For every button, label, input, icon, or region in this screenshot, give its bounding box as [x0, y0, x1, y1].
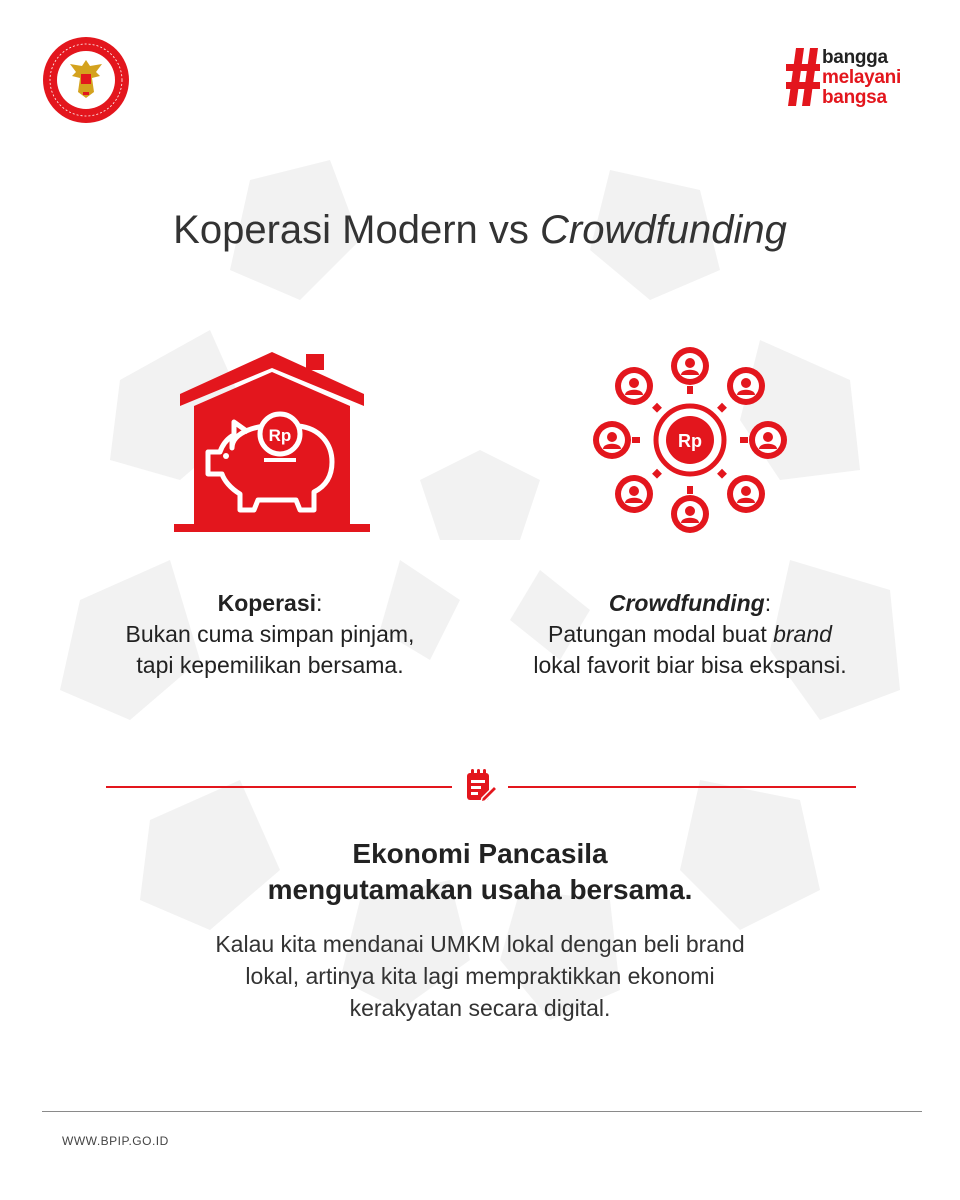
crowdfunding-colon: :: [764, 590, 772, 616]
headline: [0, 836, 960, 908]
koperasi-section: [80, 588, 460, 681]
crowdfunding-network-icon: [590, 346, 790, 536]
koperasi-line-2: tapi kepemilikan bersama.: [136, 652, 404, 678]
tagline-line-2: melayani: [822, 67, 901, 88]
footer-website-link[interactable]: WWW.BPIP.GO.ID: [62, 1134, 169, 1148]
koperasi-colon: :: [316, 590, 323, 616]
body-line-2: lokal, artinya kita lagi mempraktikkan ekonomi: [245, 963, 715, 989]
koperasi-line-1: Bukan cuma simpan pinjam,: [125, 621, 415, 647]
footer-divider: [42, 1111, 922, 1112]
divider-right: [508, 786, 856, 788]
crowdfunding-line-2: lokal favorit biar bisa ekspansi.: [533, 652, 847, 678]
tagline-line-3: bangsa: [822, 87, 887, 108]
notepad-edit-icon: [462, 768, 498, 804]
tagline-line-1: bangga: [822, 47, 888, 68]
headline-line-2: mengutamakan usaha bersama.: [267, 874, 693, 905]
crowdfunding-section: [500, 588, 880, 681]
koperasi-label: Koperasi: [217, 590, 317, 616]
house-piggy-bank-icon: [172, 348, 372, 538]
hashtag-icon: [786, 44, 822, 110]
network-coin-label: Rp: [678, 431, 702, 451]
crowdfunding-line-1-italic: brand: [773, 621, 832, 647]
headline-line-1: Ekonomi Pancasila: [352, 838, 608, 869]
title-italic: Crowdfunding: [540, 208, 787, 252]
body-line-3: kerakyatan secara digital.: [349, 995, 611, 1021]
body-line-1: Kalau kita mendanai UMKM lokal dengan beli brand: [215, 931, 745, 957]
house-coin-label: Rp: [268, 426, 292, 445]
page-title: [0, 208, 960, 253]
crowdfunding-label: Crowdfunding: [608, 590, 765, 616]
title-main: Koperasi Modern vs: [173, 208, 540, 252]
bpip-emblem-logo: [42, 36, 130, 124]
crowdfunding-line-1-prefix: Patungan modal buat: [548, 621, 774, 647]
bangga-melayani-bangsa-logo: [786, 44, 926, 114]
divider-left: [106, 786, 452, 788]
body-paragraph: [150, 928, 810, 1024]
